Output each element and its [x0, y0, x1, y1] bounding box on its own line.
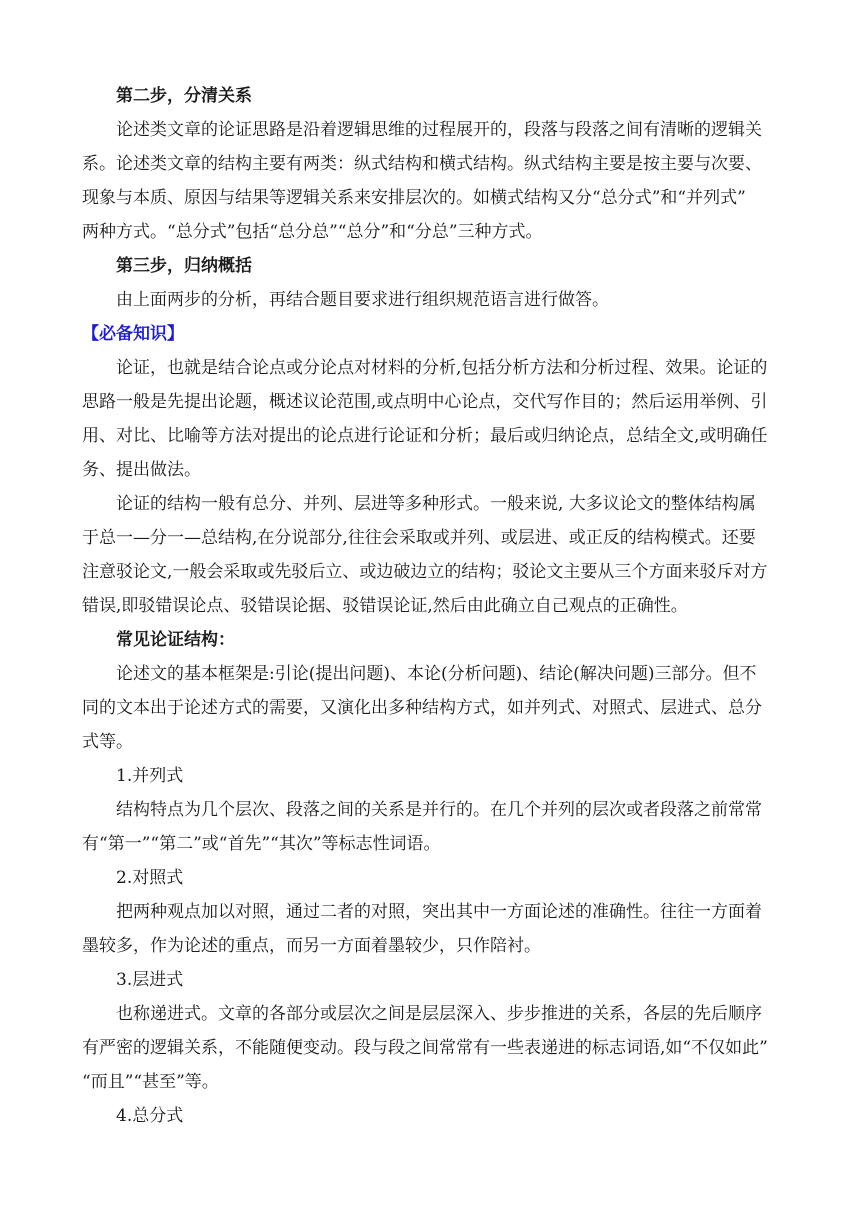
structure-2-title: 2.对照式	[116, 868, 184, 888]
knowledge-p2-line-3: 注意驳论文,一般会采取或先驳后立、或边破边立的结构；驳论文主要从三个方面来驳斥对方	[82, 562, 768, 582]
structure-1-line-2: 有“第一”“第二”或“首先”“其次”等标志性词语。	[82, 834, 441, 854]
knowledge-p2-line-1: 论证的结构一般有总分、并列、层进等多种形式。一般来说, 大多议论文的整体结构属	[116, 494, 756, 514]
step2-line-4: 两种方式。“总分式”包括“总分总”“总分”和“分总”三种方式。	[82, 222, 543, 242]
knowledge-p2-line-4: 错误,即驳错误论点、驳错误论据、驳错误论证,然后由此确立自己观点的正确性。	[82, 596, 688, 616]
step3-heading: 第三步，归纳概括	[116, 256, 252, 276]
structure-3-title: 3.层进式	[116, 970, 184, 990]
step3-line: 由上面两步的分析，再结合题目要求进行组织规范语言进行做答。	[116, 290, 609, 310]
structures-intro-line-2: 同的文本出于论述方式的需要，又演化出多种结构方式，如并列式、对照式、层进式、总分	[82, 698, 762, 718]
step2-line-1: 论述类文章的论证思路是沿着逻辑思维的过程展开的，段落与段落之间有清晰的逻辑关	[116, 120, 762, 140]
structure-4-title: 4.总分式	[116, 1106, 184, 1126]
structures-intro-line-3: 式等。	[82, 732, 133, 752]
step2-line-3: 现象与本质、原因与结果等逻辑关系来安排层次的。如横式结构又分“总分式”和“并列式”	[82, 188, 746, 208]
knowledge-p1-line-4: 务、提出做法。	[82, 460, 201, 480]
step2-line-2: 系。论述类文章的结构主要有两类：纵式结构和横式结构。纵式结构主要是按主要与次要、	[82, 154, 762, 174]
structures-intro-line-1: 论述文的基本框架是:引论(提出问题)、本论(分析问题)、结论(解决问题)三部分。但不	[116, 664, 757, 684]
knowledge-p1-line-2: 思路一般是先提出论题，概述议论范围,或点明中心论点，交代写作目的；然后运用举例、引	[82, 392, 768, 412]
structure-1-title: 1.并列式	[116, 766, 184, 786]
structure-3-line-1: 也称递进式。文章的各部分或层次之间是层层深入、步步推进的关系，各层的先后顺序	[116, 1004, 762, 1024]
structure-1-line-1: 结构特点为几个层次、段落之间的关系是并行的。在几个并列的层次或者段落之前常常	[116, 800, 762, 820]
knowledge-p1-line-3: 用、对比、比喻等方法对提出的论点进行论证和分析；最后或归纳论点，总结全文,或明确任	[82, 426, 768, 446]
knowledge-heading: 【必备知识】	[82, 324, 184, 344]
structure-3-line-3: “而且”“甚至”等。	[82, 1072, 219, 1092]
knowledge-p1-line-1: 论证，也就是结合论点或分论点对材料的分析,包括分析方法和分析过程、效果。论证的	[116, 358, 768, 378]
structure-2-line-2: 墨较多，作为论述的重点，而另一方面着墨较少，只作陪衬。	[82, 936, 541, 956]
structure-2-line-1: 把两种观点加以对照，通过二者的对照，突出其中一方面论述的准确性。往往一方面着	[116, 902, 762, 922]
structure-3-line-2: 有严密的逻辑关系，不能随便变动。段与段之间常常有一些表递进的标志词语,如“不仅如此”	[82, 1038, 768, 1058]
structures-heading: 常见论证结构：	[116, 630, 235, 650]
step2-heading: 第二步，分清关系	[116, 86, 252, 106]
knowledge-p2-line-2: 于总一—分一—总结构,在分说部分,往往会采取或并列、或层进、或正反的结构模式。还要	[82, 528, 756, 548]
